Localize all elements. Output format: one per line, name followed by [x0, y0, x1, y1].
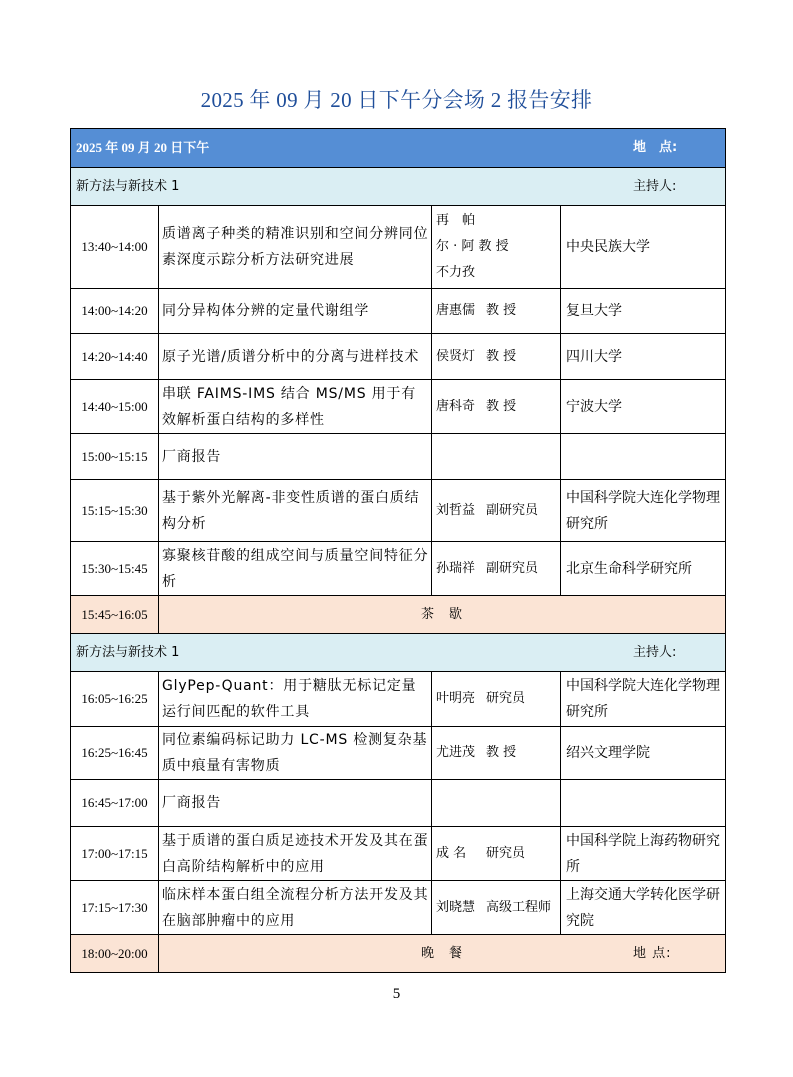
location-label: 地 点: [633, 140, 678, 155]
speaker-name: 叶明亮 [436, 691, 476, 706]
talk-row [71, 380, 726, 434]
tea-break-row [71, 596, 726, 634]
talk-title: 质谱离子种类的精准识别和空间分辨同位素深度示踪分析方法研究进展 [159, 206, 432, 289]
speaker-cell [432, 480, 561, 542]
talk-title: 串联 FAIMS-IMS 结合 MS/MS 用于有效解析蛋白结构的多样性 [159, 380, 432, 434]
talk-time: 14:00~14:20 [71, 289, 159, 334]
talk-title: 同位素编码标记助力 LC-MS 检测复杂基质中痕量有害物质 [159, 727, 432, 780]
session-row [71, 168, 726, 206]
tea-break-label: 茶 歇 [159, 596, 726, 634]
speaker-name-line: 尔 · 阿 教 授 [436, 239, 509, 254]
talk-time: 16:25~16:45 [71, 727, 159, 780]
dinner-time: 18:00~20:00 [71, 935, 159, 973]
speaker-role: 研究员 [486, 691, 526, 706]
speaker-name-line: 不力孜 [436, 265, 476, 280]
talk-time: 14:20~14:40 [71, 334, 159, 380]
speaker-cell [432, 727, 561, 780]
speaker-cell [432, 672, 561, 727]
talk-title: 基于紫外光解离-非变性质谱的蛋白质结构分析 [159, 480, 432, 542]
talk-title: 同分异构体分辨的定量代谢组学 [159, 289, 432, 334]
speaker-affiliation: 复旦大学 [561, 289, 726, 334]
talk-time: 14:40~15:00 [71, 380, 159, 434]
page-number: 5 [392, 986, 401, 1002]
dinner-label: 晚 餐 [421, 945, 464, 961]
talk-row [71, 672, 726, 727]
speaker-affiliation: 宁波大学 [561, 380, 726, 434]
speaker-affiliation: 中国科学院大连化学物理研究所 [561, 480, 726, 542]
talk-title: 厂商报告 [159, 780, 432, 827]
talk-time: 15:30~15:45 [71, 542, 159, 596]
speaker-name: 侯贤灯 [436, 348, 476, 364]
session-name: 新方法与新技术 1 [76, 644, 180, 660]
speaker-role: 教 授 [486, 745, 517, 760]
session-name: 新方法与新技术 1 [76, 178, 180, 194]
dinner-row [71, 935, 726, 973]
talk-row [71, 289, 726, 334]
page-title: 2025 年 09 月 20 日下午分会场 2 报告安排 [200, 88, 593, 112]
speaker-name: 成 名 [436, 845, 467, 861]
talk-row [71, 206, 726, 289]
talk-title: GlyPep-Quant：用于糖肽无标记定量运行间匹配的软件工具 [159, 672, 432, 727]
speaker-role: 教 授 [486, 348, 517, 364]
talk-title: 临床样本蛋白组全流程分析方法开发及其在脑部肿瘤中的应用 [159, 881, 432, 935]
schedule-header-cell [71, 129, 726, 168]
talk-row [71, 780, 726, 827]
speaker-cell [432, 289, 561, 334]
speaker-affiliation: 中国科学院大连化学物理研究所 [561, 672, 726, 727]
speaker-role: 教 授 [486, 303, 517, 318]
speaker-affiliation: 北京生命科学研究所 [561, 542, 726, 596]
session-cell [71, 634, 726, 672]
session-row [71, 634, 726, 672]
speaker-role: 教 授 [486, 398, 517, 414]
speaker-affiliation: 上海交通大学转化医学研究院 [561, 881, 726, 935]
talk-time: 15:15~15:30 [71, 480, 159, 542]
talk-row [71, 334, 726, 380]
talk-time: 13:40~14:00 [71, 206, 159, 289]
schedule-header-row [71, 129, 726, 168]
session-cell [71, 168, 726, 206]
talk-title: 基于质谱的蛋白质足迹技术开发及其在蛋白高阶结构解析中的应用 [159, 827, 432, 881]
talk-time: 17:00~17:15 [71, 827, 159, 881]
speaker-cell [432, 206, 561, 289]
speaker-affiliation [561, 434, 726, 480]
speaker-cell [432, 827, 561, 881]
talk-row [71, 727, 726, 780]
talk-title: 厂商报告 [159, 434, 432, 480]
speaker-affiliation: 中央民族大学 [561, 206, 726, 289]
speaker-affiliation: 绍兴文理学院 [561, 727, 726, 780]
talk-row [71, 827, 726, 881]
dinner-cell [159, 935, 726, 973]
talk-time: 16:45~17:00 [71, 780, 159, 827]
talk-row [71, 434, 726, 480]
speaker-cell [432, 434, 561, 480]
speaker-role: 副研究员 [486, 502, 539, 518]
speaker-name: 尤进茂 [436, 745, 476, 760]
speaker-cell [432, 542, 561, 596]
talk-row [71, 881, 726, 935]
talk-time: 16:05~16:25 [71, 672, 159, 727]
chair-label: 主持人: [633, 644, 677, 660]
speaker-name: 唐科奇 [436, 398, 476, 414]
talk-title: 原子光谱/质谱分析中的分离与进样技术 [159, 334, 432, 380]
speaker-name: 孙瑞祥 [436, 560, 476, 576]
speaker-affiliation [561, 780, 726, 827]
dinner-location-label: 地 点: [633, 945, 672, 961]
speaker-cell [432, 881, 561, 935]
talk-title: 寡聚核苷酸的组成空间与质量空间特征分析 [159, 542, 432, 596]
speaker-role: 副研究员 [486, 560, 539, 576]
tea-break-time: 15:45~16:05 [71, 596, 159, 634]
speaker-name: 唐惠儒 [436, 303, 476, 318]
speaker-cell [432, 334, 561, 380]
talk-time: 15:00~15:15 [71, 434, 159, 480]
talk-row [71, 542, 726, 596]
speaker-role: 研究员 [486, 845, 526, 861]
speaker-name: 刘晓慧 [436, 899, 476, 915]
speaker-name: 刘哲益 [436, 502, 476, 518]
talk-time: 17:15~17:30 [71, 881, 159, 935]
schedule-table [70, 128, 726, 973]
chair-label: 主持人: [633, 178, 677, 194]
speaker-cell [432, 780, 561, 827]
talk-row [71, 480, 726, 542]
speaker-name-line: 再 帕 [436, 213, 476, 228]
speaker-affiliation: 四川大学 [561, 334, 726, 380]
schedule-date: 2025 年 09 月 20 日下午 [76, 139, 210, 155]
speaker-role: 高级工程师 [486, 899, 552, 915]
speaker-cell [432, 380, 561, 434]
speaker-affiliation: 中国科学院上海药物研究所 [561, 827, 726, 881]
